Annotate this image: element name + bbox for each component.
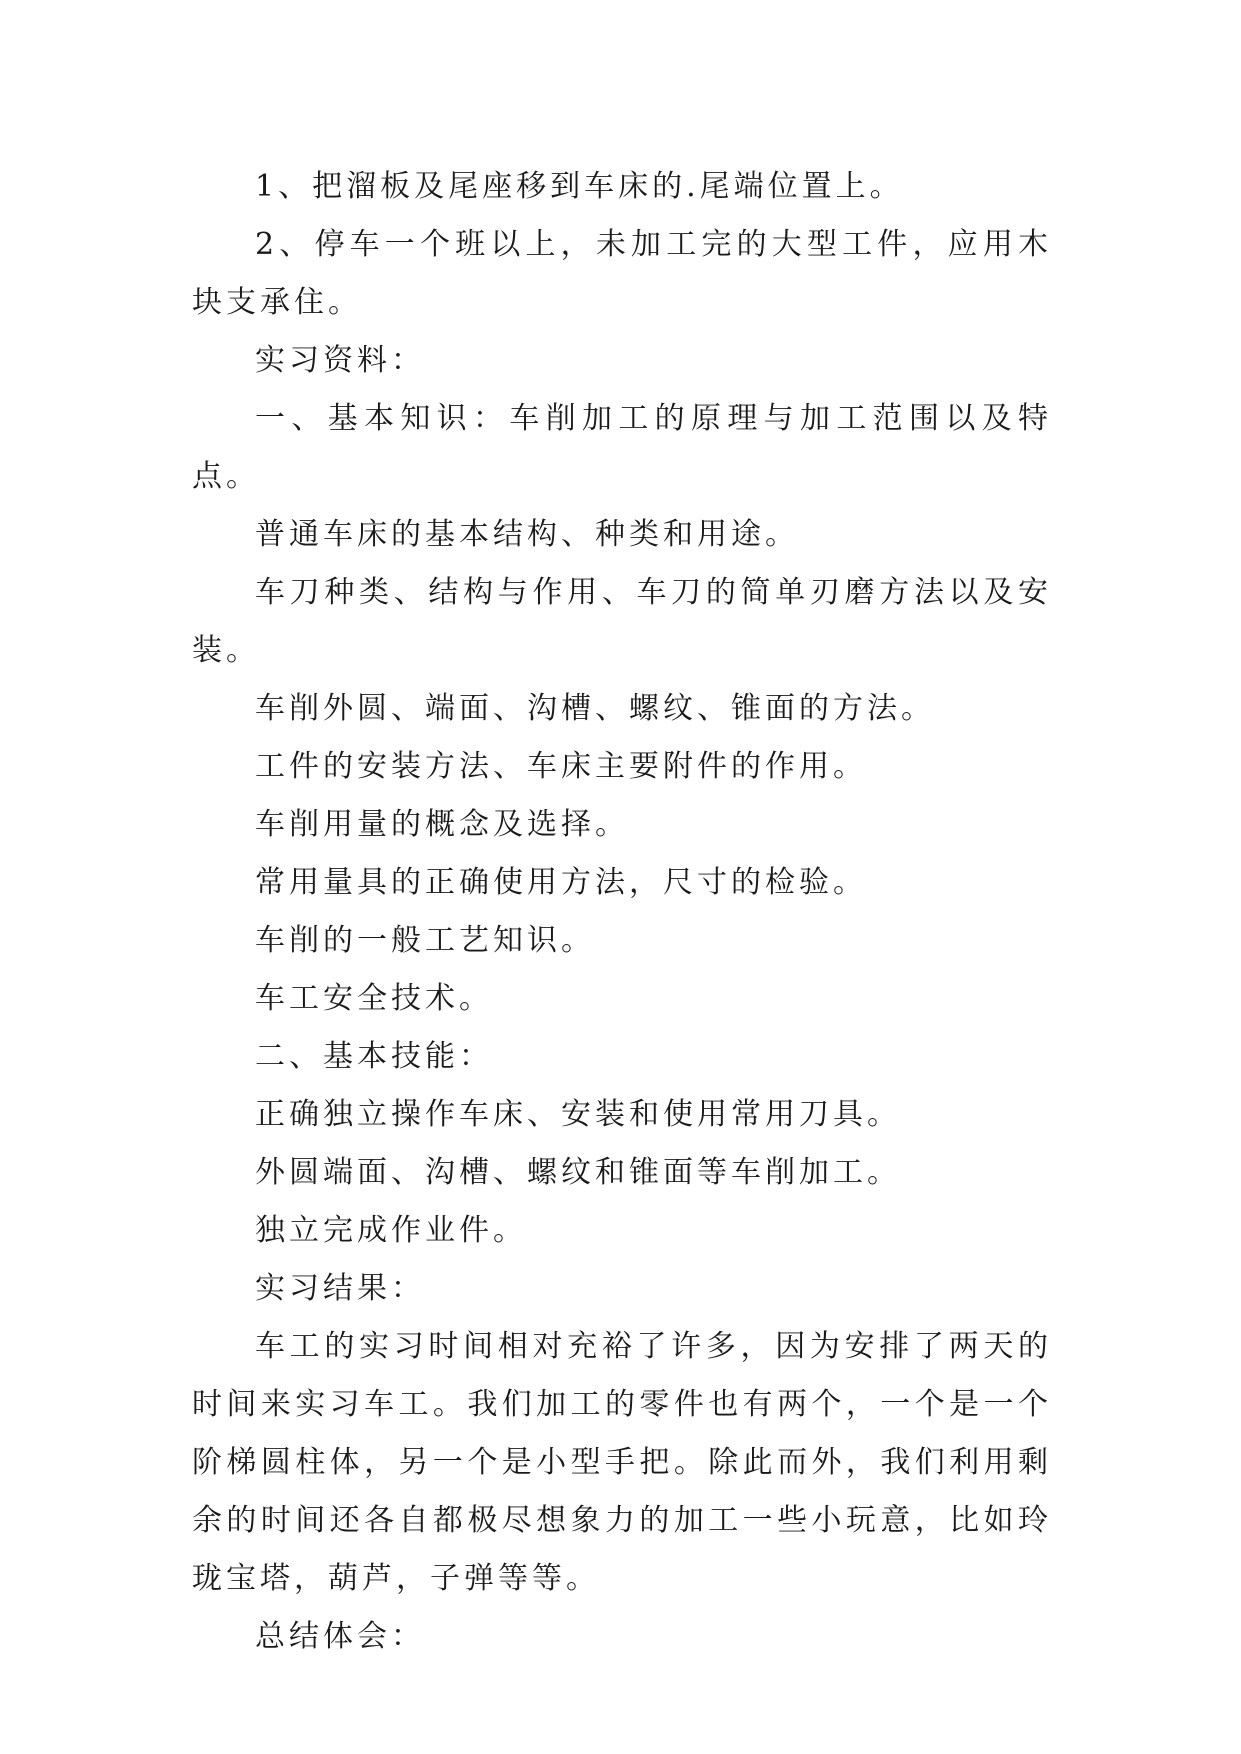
paragraph: 车削外圆、端面、沟槽、螺纹、锥面的方法。: [255, 691, 935, 726]
paragraph: 外圆端面、沟槽、螺纹和锥面等车削加工。: [255, 1155, 901, 1190]
paragraph: 车削用量的概念及选择。: [255, 807, 629, 842]
section-heading: 实习资料：: [255, 343, 425, 378]
section-heading: 实习结果：: [255, 1271, 425, 1306]
paragraph: 车刀种类、结构与作用、车刀的简单刃磨方法以及安装。: [192, 575, 1052, 668]
paragraph: 一、基本知识：车削加工的原理与加工范围以及特点。: [192, 401, 1052, 494]
paragraph: 普通车床的基本结构、种类和用途。: [255, 517, 799, 552]
paragraph: 1、把溜板及尾座移到车床的.尾端位置上。: [255, 169, 904, 204]
paragraph: 2、停车一个班以上，未加工完的大型工件，应用木块支承住。: [192, 227, 1052, 320]
paragraph: 常用量具的正确使用方法，尺寸的检验。: [255, 865, 867, 900]
paragraph: 车工的实习时间相对充裕了许多，因为安排了两天的时间来实习车工。我们加工的零件也有两个，一个是一个阶梯圆柱体，另一个是小型手把。除此而外，我们利用剩余的时间还各自都极尽想象力的加工一些小玩意，比如玲珑宝塔，葫芦，子弹等等。: [192, 1329, 1052, 1596]
paragraph: 工件的安装方法、车床主要附件的作用。: [255, 749, 867, 784]
document-body: [192, 158, 1052, 1666]
paragraph: 正确独立操作车床、安装和使用常用刀具。: [255, 1097, 901, 1132]
paragraph: 车工安全技术。: [255, 981, 493, 1016]
paragraph: 车削的一般工艺知识。: [255, 923, 595, 958]
paragraph: 独立完成作业件。: [255, 1213, 527, 1248]
section-heading: 二、基本技能：: [255, 1039, 493, 1074]
section-heading: 总结体会：: [255, 1619, 425, 1654]
